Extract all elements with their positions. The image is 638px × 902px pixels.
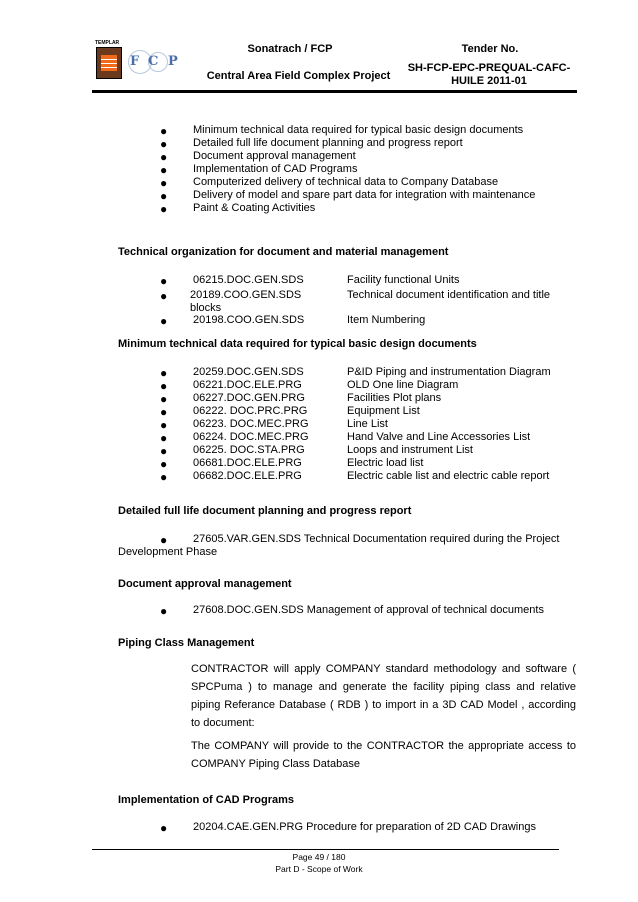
doc-line: 20204.CAE.GEN.PRG Procedure for preparation of 2D CAD Drawings bbox=[193, 821, 536, 833]
logo-caption: TEMPLAR bbox=[95, 40, 120, 46]
header-tender-no-1: SH-FCP-EPC-PREQUAL-CAFC- bbox=[407, 62, 571, 74]
list-item: Computerized delivery of technical data to Company Database bbox=[193, 176, 499, 188]
doc-code-continued: blocks bbox=[190, 302, 222, 314]
list-item: Document approval management bbox=[193, 150, 356, 162]
doc-line: 27608.DOC.GEN.SDS Management of approval of technical documents bbox=[193, 604, 544, 616]
doc-line-continued: Development Phase bbox=[118, 546, 218, 558]
fcp-logo bbox=[124, 48, 180, 78]
doc-code: 06224. DOC.MEC.PRG bbox=[193, 431, 309, 443]
list-item: Delivery of model and spare part data for integration with maintenance bbox=[193, 189, 536, 201]
doc-desc: Technical document identification and title bbox=[347, 289, 551, 301]
piping-paragraph-2: The COMPANY will provide to the CONTRACTOR the appropriate access to COMPANY Piping Class Database bbox=[191, 740, 576, 770]
list-item: Minimum technical data required for typical basic design documents bbox=[193, 124, 524, 136]
doc-desc: Hand Valve and Line Accessories List bbox=[347, 431, 531, 443]
section-title-detailed: Detailed full life document planning and progress report bbox=[118, 505, 412, 517]
section-title-min-tech: Minimum technical data required for typical basic design documents bbox=[118, 338, 477, 350]
header-tender-label: Tender No. bbox=[461, 43, 519, 55]
footer-part: Part D - Scope of Work bbox=[275, 864, 363, 874]
footer-divider bbox=[92, 849, 559, 850]
piping-paragraph-1: CONTRACTOR will apply COMPANY standard methodology and software ( SPCPuma ) to manage and generate the facility piping class and relative piping Referance Database ( RDB ) to import in a 3D CAD Model , according to document: bbox=[191, 663, 576, 729]
section-title-approval: Document approval management bbox=[118, 578, 292, 590]
doc-desc: Facility functional Units bbox=[347, 274, 460, 286]
header-company: Sonatrach / FCP bbox=[247, 43, 333, 55]
doc-line: 27605.VAR.GEN.SDS Technical Documentation required during the Project bbox=[193, 533, 560, 545]
doc-desc: Loops and instrument List bbox=[347, 444, 473, 456]
section-title-cad: Implementation of CAD Programs bbox=[118, 794, 295, 806]
header-project: Central Area Field Complex Project bbox=[206, 70, 391, 82]
doc-desc: Electric cable list and electric cable report bbox=[347, 470, 550, 482]
doc-desc: Equipment List bbox=[347, 405, 420, 417]
doc-code: 06222. DOC.PRC.PRG bbox=[193, 405, 308, 417]
fcp-letter-p: P bbox=[168, 54, 178, 69]
section-title-piping: Piping Class Management bbox=[118, 637, 255, 649]
doc-code: 06682.DOC.ELE.PRG bbox=[193, 470, 302, 482]
company-logo bbox=[96, 47, 122, 79]
doc-code: 06221.DOC.ELE.PRG bbox=[193, 379, 302, 391]
doc-code: 06225. DOC.STA.PRG bbox=[193, 444, 305, 456]
doc-desc: P&ID Piping and instrumentation Diagram bbox=[347, 366, 551, 378]
doc-desc: Line List bbox=[347, 418, 388, 430]
doc-desc: Item Numbering bbox=[347, 314, 426, 326]
list-item: Detailed full life document planning and progress report bbox=[193, 137, 463, 149]
doc-desc: Electric load list bbox=[347, 457, 424, 469]
doc-code: 20198.COO.GEN.SDS bbox=[193, 314, 305, 326]
page-number: Page 49 / 180 bbox=[292, 852, 346, 862]
doc-code: 20189.COO.GEN.SDS bbox=[190, 289, 302, 301]
doc-code: 06215.DOC.GEN.SDS bbox=[193, 274, 304, 286]
fcp-letter-f: F bbox=[130, 54, 140, 69]
section-title-tech-org: Technical organization for document and material management bbox=[118, 246, 449, 258]
header-tender-no-2: HUILE 2011-01 bbox=[451, 75, 527, 87]
header-divider bbox=[92, 90, 577, 93]
fcp-letter-c: C bbox=[148, 54, 159, 69]
doc-desc: Facilities Plot plans bbox=[347, 392, 442, 404]
list-item: Paint & Coating Activities bbox=[193, 202, 316, 214]
list-item: Implementation of CAD Programs bbox=[193, 163, 358, 175]
doc-code: 06227.DOC.GEN.PRG bbox=[193, 392, 305, 404]
doc-desc: OLD One line Diagram bbox=[347, 379, 459, 391]
doc-code: 20259.DOC.GEN.SDS bbox=[193, 366, 304, 378]
doc-code: 06223. DOC.MEC.PRG bbox=[193, 418, 309, 430]
doc-code: 06681.DOC.ELE.PRG bbox=[193, 457, 302, 469]
